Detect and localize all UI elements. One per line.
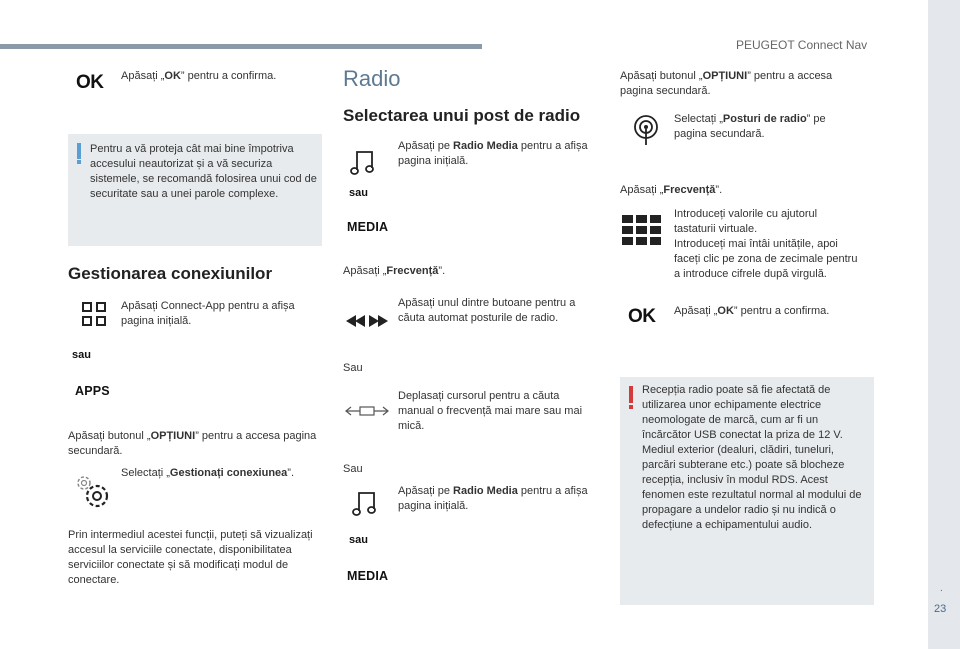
- radio-media-instruction-2: Apăsați pe Radio Media pentru a afișa pagina inițială.: [398, 485, 588, 512]
- sau-label: Sau: [343, 362, 363, 374]
- seek-instruction: Apăsați unul dintre butoane pentru a căuta automat posturile de radio.: [398, 297, 576, 324]
- section-heading-select-station: Selectarea unui post de radio: [343, 106, 581, 125]
- header-rule: [0, 44, 482, 49]
- options-instruction: Apăsați butonul „OPȚIUNI” pentru a accesa pagina secundară.: [68, 430, 317, 457]
- music-note-icon: [352, 489, 378, 517]
- ok-icon: OK: [628, 306, 656, 327]
- section-heading-connections: Gestionarea conexiunilor: [68, 264, 273, 283]
- warning-box: [620, 377, 874, 605]
- slider-instruction: Deplasați cursorul pentru a căuta manual o frecvență mai mare sau mai mică.: [398, 390, 583, 432]
- gear-icon: [73, 472, 111, 510]
- nav-mark: .: [940, 583, 943, 594]
- warning-icon-dot: [629, 405, 633, 409]
- frequency-slider-icon: [344, 405, 390, 417]
- select-stations-instruction: Selectați „Posturi de radio” pe pagina secundară.: [674, 113, 826, 140]
- frequency-instruction: Apăsați „Frecvență”.: [620, 184, 723, 196]
- info-box: [68, 134, 322, 246]
- info-text: Pentru a vă proteja cât mai bine împotriva accesului neautorizat și a vă securiza sistemele, se recomandă folosirea unui cod de securitate sau a unei parole complexe.: [90, 143, 317, 200]
- keypad-instruction: Introduceți valorile cu ajutorul tastaturii virtuale. Introduceți mai întâi unitățile, apoi faceți clic pe zona de zecimale pentru a introduce cifrele după virgulă.: [674, 208, 858, 280]
- frequency-instruction: Apăsați „Frecvență”.: [343, 265, 446, 277]
- page-number: 23: [934, 603, 947, 615]
- info-icon: [77, 143, 81, 159]
- brand-header: PEUGEOT Connect Nav: [736, 38, 868, 52]
- radio-media-instruction: Apăsați pe Radio Media pentru a afișa pagina inițială.: [398, 140, 588, 167]
- music-note-icon: [350, 148, 376, 176]
- sau-label: sau: [349, 534, 368, 546]
- seek-buttons-icon: [346, 313, 388, 329]
- ok-instruction: Apăsați „OK” pentru a confirma.: [674, 305, 830, 317]
- apps-instruction: Apăsați Connect-App pentru a afișa pagina inițială.: [121, 300, 295, 327]
- media-button-label: MEDIA: [347, 220, 389, 234]
- options-instruction: Apăsați butonul „OPȚIUNI” pentru a accesa pagina secundară.: [620, 70, 833, 97]
- sau-label: Sau: [343, 463, 363, 475]
- media-button-label: MEDIA: [347, 569, 389, 583]
- ok-instruction: Apăsați „OK” pentru a confirma.: [121, 70, 277, 82]
- apps-button-label: APPS: [75, 384, 110, 398]
- ok-icon: OK: [76, 72, 104, 93]
- warning-text: Recepția radio poate să fie afectată de utilizarea unor echipamente electrice neomologate de marcă, cum ar fi un încărcător USB conectat la priza de 12 V. Mediul exterior (dealuri, clădiri, tuneluri, parcări subterane etc.) poate să blocheze recepția, inclusiv în modul RDS. Acest fenomen este rezultatul normal al modului de propagare a undelor radio și nu indică o defecțiune a echipamentului audio.: [642, 384, 862, 531]
- sau-label: sau: [72, 349, 91, 361]
- apps-grid-icon: [82, 302, 106, 326]
- sau-label: sau: [349, 187, 368, 199]
- section-title-radio: Radio: [343, 66, 401, 91]
- info-icon-dot: [77, 160, 81, 164]
- keypad-icon: [622, 215, 662, 245]
- radio-antenna-icon: [632, 114, 660, 146]
- select-connection-instruction: Selectați „Gestionați conexiunea”.: [121, 467, 295, 479]
- warning-icon: [629, 386, 633, 403]
- side-tab: [928, 0, 960, 649]
- closing-paragraph: Prin intermediul acestei funcții, puteți să vizualizați accesul la serviciile conectate, disponibilitatea serviciilor conectate și să modificați modul de conectare.: [68, 529, 313, 586]
